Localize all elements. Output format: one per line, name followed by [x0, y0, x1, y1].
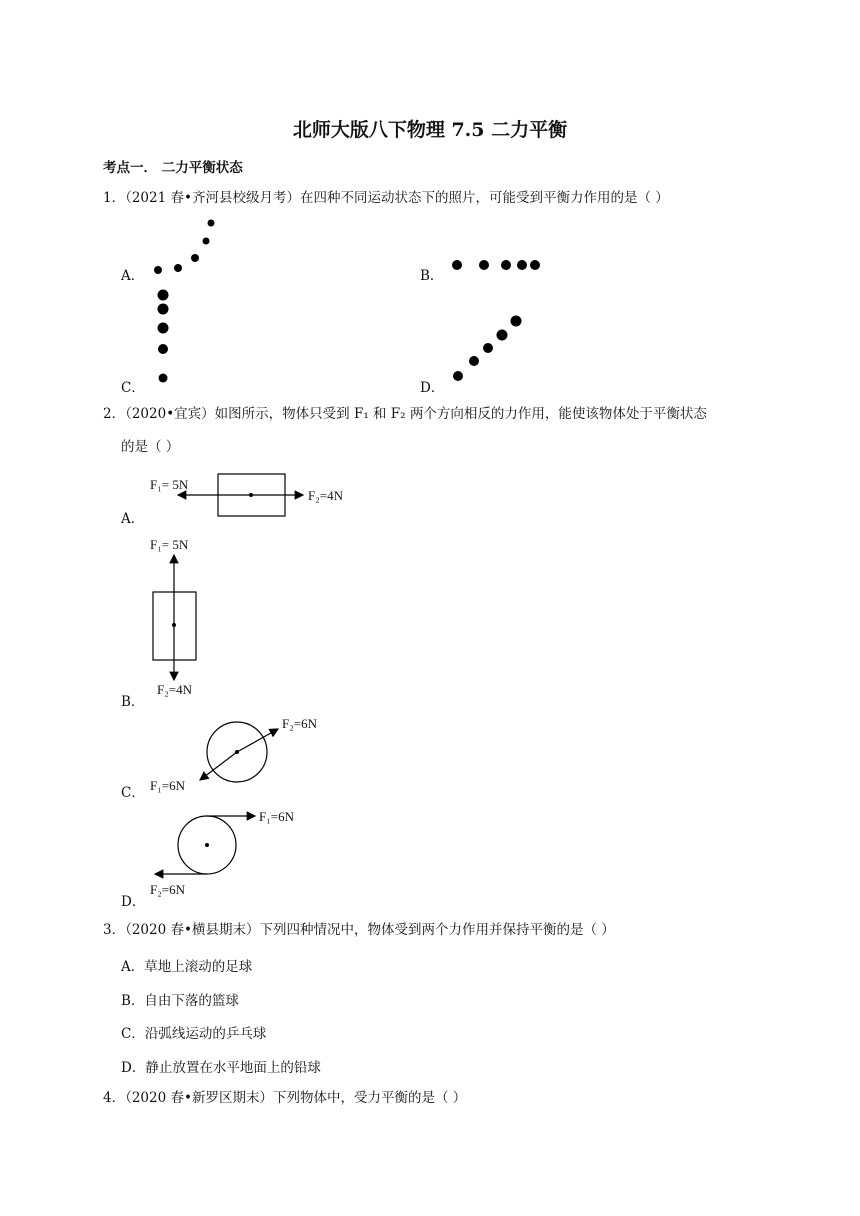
force-label-f1: F₁=6N — [150, 778, 185, 793]
trajectory-dot — [154, 266, 162, 274]
question-1-stem: 1．（2021 春•齐河县校级月考）在四种不同运动状态下的照片，可能受到平衡力作用的是（ ） — [103, 190, 669, 206]
force-arrow-f2 — [237, 729, 278, 752]
trajectory-dot — [497, 330, 508, 341]
q2-option-d-label: D． — [121, 894, 146, 910]
q1-option-c-label: C． — [121, 380, 145, 396]
trajectory-dot — [517, 260, 527, 270]
q1-option-b-label: B． — [420, 268, 444, 284]
trajectory-dot — [158, 304, 169, 315]
q3-option-c: C．沿弧线运动的乒乓球 — [121, 1026, 267, 1042]
trajectory-dot — [191, 254, 199, 262]
trajectory-dot — [511, 316, 522, 327]
q3-option-a: A．草地上滚动的足球 — [121, 959, 253, 975]
q1-option-b-figure — [445, 250, 555, 280]
force-label-f2: F₂=6N — [282, 716, 317, 731]
q1-option-a-label: A． — [121, 268, 145, 284]
page-title: 北师大版八下物理 7.5 二力平衡 — [292, 119, 568, 141]
trajectory-dot — [501, 260, 511, 270]
force-label-f2: F₂=4N — [308, 488, 343, 503]
trajectory-dot — [452, 260, 462, 270]
center-dot — [205, 843, 209, 847]
force-label-f2: F₂=6N — [150, 882, 185, 897]
force-label-f1: F₁=6N — [259, 809, 294, 824]
trajectory-dot — [158, 323, 169, 334]
trajectory-dot — [453, 371, 463, 381]
q2-option-b-figure — [145, 533, 225, 703]
question-2-stem-line1: 2．（2020•宜宾）如图所示，物体只受到 F₁ 和 F₂ 两个方向相反的力作用，能使该物体处于平衡状态 — [103, 406, 707, 422]
q3-option-b: B．自由下落的篮球 — [121, 993, 239, 1009]
trajectory-dot — [208, 220, 215, 227]
question-4-stem: 4．（2020 春•新罗区期末）下列物体中，受力平衡的是（ ） — [103, 1090, 467, 1106]
q2-option-a-figure — [145, 465, 375, 525]
trajectory-dot — [158, 344, 168, 354]
question-2-stem-line2: 的是（ ） — [121, 439, 180, 455]
q2-option-d-figure — [145, 803, 365, 903]
q1-option-c-figure — [148, 285, 178, 390]
q2-option-a-label: A． — [121, 511, 145, 527]
trajectory-dot — [159, 374, 168, 383]
q2-option-c-figure — [145, 712, 365, 797]
q2-option-c-label: C． — [121, 785, 145, 801]
force-label-f1: F₁= 5N — [150, 477, 189, 492]
trajectory-dot — [203, 238, 210, 245]
trajectory-dot — [174, 264, 182, 272]
trajectory-dot — [530, 260, 540, 270]
force-label-f1: F₁= 5N — [150, 537, 189, 552]
q3-option-d: D．静止放置在水平地面上的铅球 — [121, 1060, 321, 1076]
q1-option-d-label: D． — [420, 380, 445, 396]
section-heading: 考点一． 二力平衡状态 — [103, 160, 243, 176]
q1-option-a-figure — [145, 212, 225, 282]
question-3-stem: 3．（2020 春•横县期末）下列四种情况中，物体受到两个力作用并保持平衡的是（ ） — [103, 922, 615, 938]
q1-option-d-figure — [445, 310, 530, 385]
trajectory-dot — [479, 260, 489, 270]
trajectory-dot — [158, 290, 169, 301]
q2-option-b-label: B． — [121, 694, 145, 710]
trajectory-dot — [483, 343, 493, 353]
trajectory-dot — [469, 356, 479, 366]
force-label-f2: F₂=4N — [157, 682, 192, 697]
